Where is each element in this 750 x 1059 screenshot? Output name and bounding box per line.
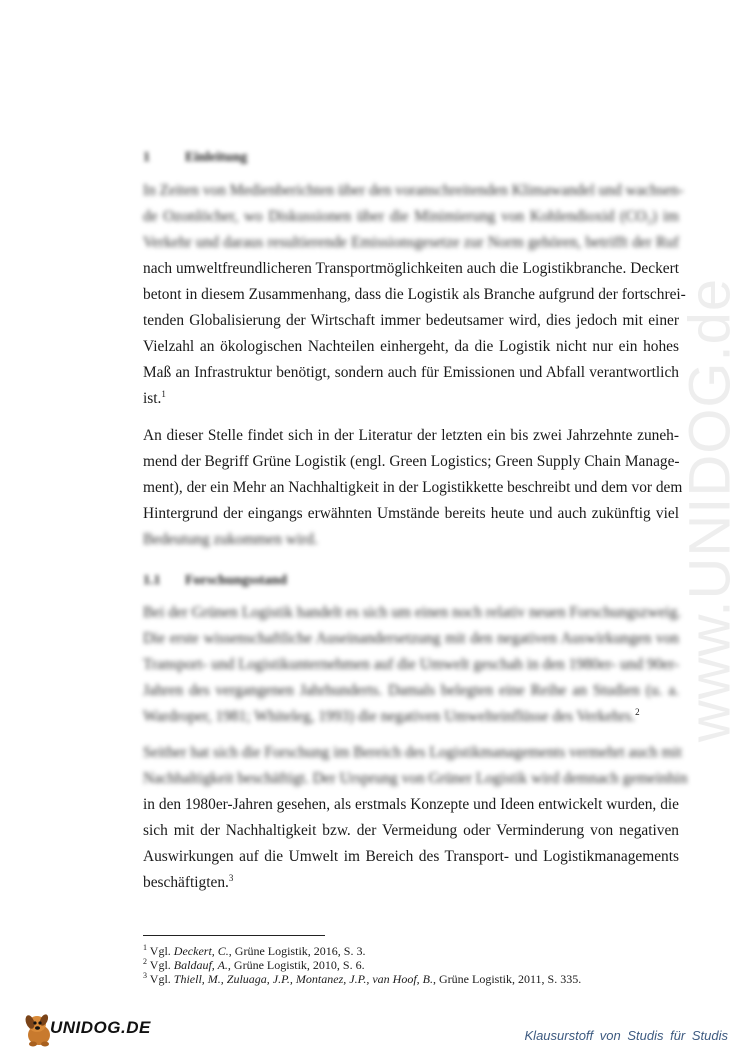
- footnote-ref: 1: [161, 388, 166, 399]
- text-line-last: [143, 386, 679, 412]
- footnote-number: 3: [143, 971, 147, 980]
- footnote-prefix: Vgl.: [149, 958, 174, 972]
- footnote-source: , Grüne Logistik, 2016, S. 3.: [228, 944, 366, 958]
- blurred-line: Bei der Grünen Logistik handelt es sich um einen noch relativ neuen Forschungszweig.: [143, 604, 682, 621]
- footnote-number: 1: [143, 943, 147, 952]
- blurred-line: Seither hat sich die Forschung im Bereich des Logistikmanagements vermehrt auch mit: [143, 744, 682, 761]
- text-line: tenden Globalisierung der Wirtschaft immer bedeutsamer wird, dies jedoch mit einer: [143, 312, 679, 329]
- text-line: Auswirkungen auf die Umwelt im Bereich des Transport- und Logistikmanagements: [143, 848, 679, 865]
- footnote-number: 2: [143, 957, 147, 966]
- footer-slogan: Klausurstoff von Studis für Studis: [524, 1028, 728, 1043]
- blurred-line: In Zeiten von Medienberichten über den voranschreitenden Klimawandel und wachsen-: [143, 182, 684, 199]
- section-title: Forschungsstand: [185, 573, 287, 588]
- section-number: 1.1: [143, 573, 161, 588]
- text-line: in den 1980er-Jahren gesehen, als erstmals Konzepte und Ideen entwickelt wurden, die: [143, 796, 679, 813]
- paragraph-3: [143, 600, 682, 730]
- blurred-line: Jahren des vergangenen Jahrhunderts. Damals belegten eine Reihe an Studien (u. a.: [143, 682, 679, 699]
- text-fragment: beschäftigten.: [143, 874, 229, 891]
- footnote-source: , Grüne Logistik, 2011, S. 335.: [433, 972, 582, 986]
- blurred-line: de Ozonlöcher, wo Diskussionen über die Minimierung von Kohlendioxid (CO₂) im: [143, 208, 679, 225]
- blurred-fragment: Wardroper, 1981; Whiteleg, 1993) die negativen Umwelteinflüsse des Verkehrs.: [143, 708, 636, 725]
- text-line: sich mit der Nachhaltigkeit bzw. der Vermeidung oder Verminderung von negativen: [143, 822, 679, 839]
- text-line: mend der Begriff Grüne Logistik (engl. Green Logistics; Green Supply Chain Manage-: [143, 453, 680, 470]
- text-line: Vielzahl an ökologischen Nachteilen einhergeht, da die Logistik nicht nur ein hohes: [143, 338, 679, 355]
- section-title: Einleitung: [185, 150, 248, 165]
- text-fragment: ist.: [143, 390, 162, 407]
- blurred-line: Transport- und Logistikunternehmen auf die Umwelt geschah in den 1980er- und 90er-: [143, 656, 680, 673]
- text-line-last: [143, 870, 679, 896]
- footnote-ref: 2: [635, 706, 640, 717]
- section-number: 1: [143, 150, 150, 165]
- footnote-source: , Grüne Logistik, 2010, S. 6.: [227, 958, 365, 972]
- text-line-last: [143, 704, 679, 730]
- text-line: betont in diesem Zusammenhang, dass die Logistik als Branche aufgrund der fortschrei-: [143, 286, 686, 303]
- watermark-text: www.UNIDOG.de: [677, 277, 743, 743]
- footnote: [143, 944, 581, 958]
- blurred-line: Verkehr und daraus resultierende Emissionsgesetze zur Norm gehören, betrifft der Ruf: [143, 234, 679, 251]
- blurred-line: Bedeutung zukommen wird.: [143, 531, 318, 548]
- footnote: [143, 972, 581, 986]
- paragraph-1: [143, 178, 686, 412]
- blurred-line: Die erste wissenschaftliche Auseinandersetzung mit den negativen Auswirkungen von: [143, 630, 679, 647]
- text-line: Maß an Infrastruktur benötigt, sondern auch für Emissionen und Abfall verantwortlich: [143, 364, 679, 381]
- footnote-author: Thiell, M., Zuluaga, J.P., Montanez, J.P., van Hoof, B.: [173, 972, 434, 986]
- text-line: nach umweltfreundlicheren Transportmöglichkeiten auch die Logistikbranche. Deckert: [143, 260, 679, 277]
- footnotes: [143, 944, 581, 986]
- footnote-author: Baldauf, A.: [173, 958, 228, 972]
- footnote: [143, 958, 581, 972]
- section-heading-einleitung: [143, 150, 247, 166]
- text-line: ment), der ein Mehr an Nachhaltigkeit in der Logistikkette beschreibt und dem vor dem: [143, 479, 683, 496]
- text-line: An dieser Stelle findet sich in der Literatur der letzten ein bis zwei Jahrzehnte zuneh-: [143, 427, 679, 444]
- footnote-ref: 3: [228, 872, 234, 883]
- paragraph-2: [143, 423, 683, 553]
- footnote-prefix: Vgl.: [149, 944, 174, 958]
- footnote-prefix: Vgl.: [149, 972, 174, 986]
- footnote-author: Deckert, C.: [173, 944, 229, 958]
- paragraph-4: [143, 740, 688, 896]
- section-heading-forschungsstand: [143, 573, 287, 589]
- logo-text: UNIDOG.DE: [50, 1018, 151, 1037]
- text-line: Hintergrund der eingangs erwähnten Umstände bereits heute und auch zukünftig viel: [143, 505, 679, 522]
- footnote-divider: [143, 935, 325, 936]
- blurred-line: Nachhaltigkeit beschäftigt. Der Ursprung von Grüner Logistik wird demnach gemeinhin: [143, 770, 688, 787]
- unidog-logo: [22, 1008, 152, 1050]
